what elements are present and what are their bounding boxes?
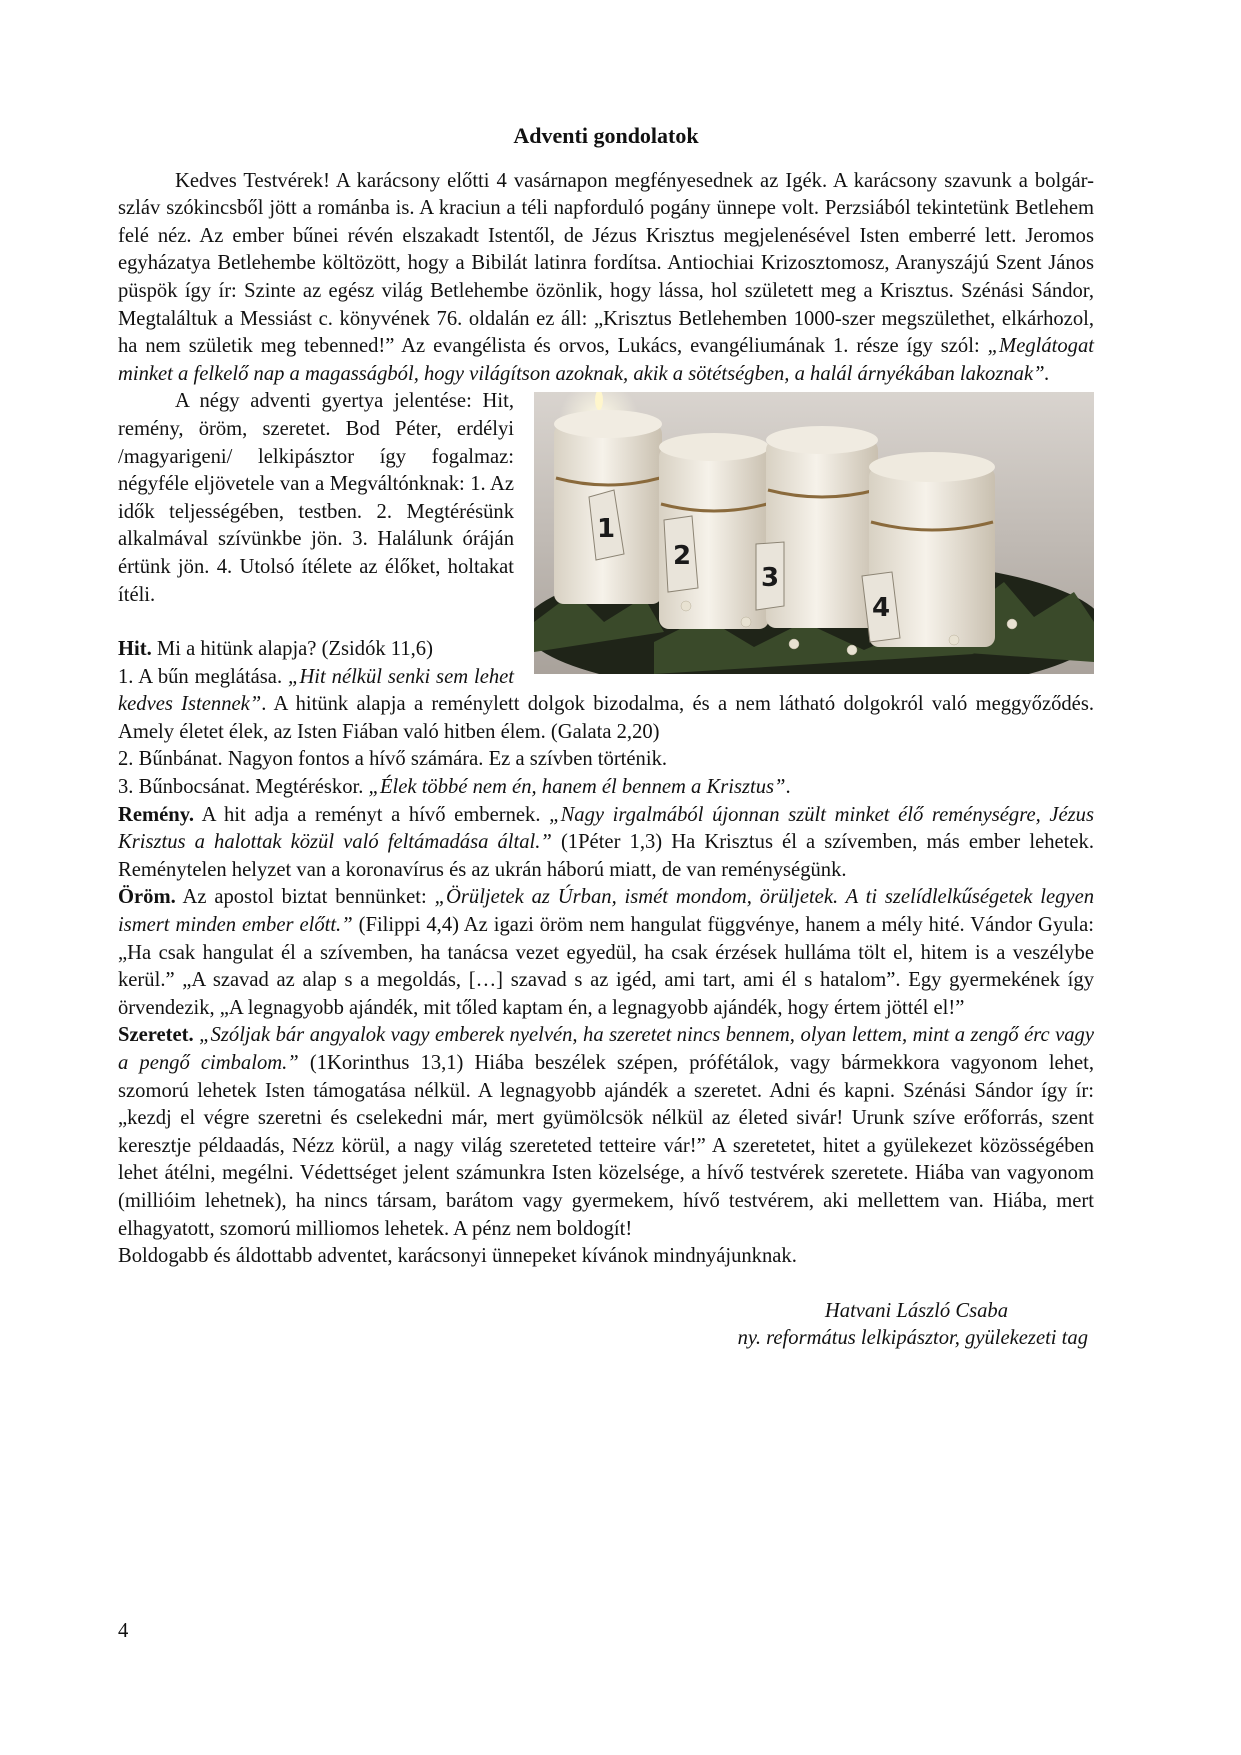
candles-paragraph: A négy adventi gyertya jelentése: Hit, remény, öröm, szeretet. Bod Péter, erdélyi /magyarigeni/ lelkipásztor így fogalmaz: négyféle eljövetele van a Megváltónknak: 1. Az idők teljességében, testben. 2. Megtérésünk alkalmával szívünkbe jön. 3. Halálunk óráján értünk jön. 4. Utolsó ítélete az élőket, holtakat ítéli. bbox=[118, 390, 514, 606]
section-orom bbox=[118, 884, 1094, 1022]
szeretet-label: Szeretet. bbox=[118, 1024, 194, 1047]
hit-item-1 bbox=[118, 664, 1094, 747]
orom-text-b: (Filippi 4,4) Az igazi öröm nem hangulat függvénye, hanem a mély hité. Vándor Gyula: „Ha csak hangulat él a szívemben, ha tanácsa vezet egyedül, ha csak érzések hulláma tölt el, hitem is a veszélybe kerül.” „A szavad az alap s a megoldás, […] szavad s az igéd, ami tart, ami él s hatalom”. Egy gyermekének így örvendezik, „A legnagyobb ajándék, mit tőled kaptam én, a legnagyobb ajándék, hogy értem jöttél el!” bbox=[118, 914, 1094, 1019]
intro-quote: „Meglátogat minket a felkelő nap a magasságból, hogy világítson azoknak, akik a sötétségben, a halál árnyékában lakoznak”. bbox=[118, 335, 1094, 385]
orom-label: Öröm. bbox=[118, 886, 176, 909]
page-number: 4 bbox=[118, 1620, 129, 1642]
orom-quote: „Örüljetek az Úrban, ismét mondom, örüljetek. A ti szelídlelkűségetek legyen ismert minden ember előtt.” bbox=[118, 886, 1095, 937]
remeny-quote: „Nagy irgalmából újonnan szült minket élő reménységre, Jézus Krisztus a halottak közül való feltámadása által.” bbox=[118, 803, 1094, 854]
signature-role: ny. református lelkipásztor, gyülekezeti tag bbox=[737, 1327, 1088, 1350]
advent-candles-photo bbox=[534, 392, 1094, 674]
section-remeny bbox=[118, 802, 1094, 885]
tag-label-1: 1 bbox=[596, 514, 616, 545]
hit-item-3 bbox=[118, 774, 1094, 802]
section-szeretet bbox=[118, 1022, 1094, 1243]
article-title: Adventi gondolatok bbox=[513, 123, 699, 148]
candles-illustration bbox=[534, 392, 1094, 674]
signature-name: Hatvani László Csaba bbox=[824, 1299, 1008, 1322]
tag-label-3: 3 bbox=[760, 563, 780, 594]
hit-item-1-b: . A hitünk alapja a reménylett dolgok bizodalma, és a nem látható dolgokról való meggyőződés. Amely életet élek, az Isten Fiában való hitben élem. (Galata 2,20) bbox=[118, 693, 1094, 743]
number-tag-3 bbox=[756, 542, 784, 610]
article bbox=[118, 118, 1094, 1353]
hit-text: Mi a hitünk alapja? (Zsidók 11,6) bbox=[151, 638, 433, 661]
intro-paragraph bbox=[118, 168, 1094, 389]
remeny-text-a: A hit adja a reményt a hívő embernek. bbox=[194, 803, 550, 826]
hit-item-2: 2. Bűnbánat. Nagyon fontos a hívő számára. Ez a szívben történik. bbox=[118, 748, 668, 771]
tag-label-4: 4 bbox=[871, 593, 891, 624]
signature bbox=[118, 1298, 1094, 1353]
hit-item-1-quote: „Hit nélkül senki sem lehet kedves Istennek” bbox=[118, 665, 514, 716]
remeny-text-b: (1Péter 1,3) Ha Krisztus él a szívemben, más ember lehetek. Reménytelen helyzet van a koronavírus és az ukrán háború miatt, de van reménységünk. bbox=[118, 831, 1094, 881]
tag-label-2: 2 bbox=[672, 541, 692, 572]
hit-item-3-quote: „Élek többé nem én, hanem él bennem a Krisztus” bbox=[368, 776, 786, 799]
hit-item-1-a: 1. A bűn meglátása. bbox=[118, 665, 288, 688]
intro-text: Kedves Testvérek! A karácsony előtti 4 vasárnapon megfényesednek az Igék. A karácsony szavunk a bolgár-szláv szókincsből jött a románba is. A kraciun a téli napforduló pogány ünnepe volt. Perzsiából tekintetünk Betlehem felé néz. Az ember bűnei révén elszakadt Istentől, de Jézus Krisztus megjelenésével Isten emberré lett. Jeromos egyházatya Betlehembe költözött, hogy a Bibilát latinra fordítsa. Antiochiai Krizosztomosz, Aranyszájú Szent János püspök így ír: Szinte az egész világ Betlehembe özönlik, hogy lássa, hol született meg a Krisztus. Szénási Sándor, Megtaláltuk a Messiást c. könyvének 76. oldalán ez áll: „Krisztus Betlehemben 1000-szer megszülethet, elkárhozol, ha nem születik meg tebenned!” Az evangélista és orvos, Lukács, evangéliumának 1. része így szól: bbox=[118, 169, 1094, 358]
szeretet-quote: „Szóljak bár angyalok vagy emberek nyelvén, ha szeretet nincs bennem, olyan lettem, mint a zengő érc vagy a pengő cimbalom.” bbox=[118, 1024, 1094, 1074]
hit-label: Hit. bbox=[118, 638, 152, 661]
remeny-label: Remény. bbox=[118, 803, 195, 826]
szeretet-text: (1Korinthus 13,1) Hiába beszélek szépen, prófétálok, vagy bármekkora vagyonom lehet, szomorú lehetek Isten támogatása nélkül. A legnagyobb ajándék a szeretet. Adni és kapni. Szénási Sándor így ír: „kezdj el végre szeretni és cselekedni már, mert gyümölcsök nélkül az életed sivár! Urunk szíve erőforrás, szent keresztje példaadás, Nézz körül, a nagy világ szereteted tetteire vár!” A szeretetet, hitet a gyülekezet közösségében lehet átélni, megélni. Védettséget jelent számunkra Isten közelsége, a hívő testvérek szeretete. Hiába van vagyonom (millióim lehetnek), ha nincs társam, barátom vagy gyermekem, hívő testvérem, aki mellettem van. Hiába, mert elhagyatott, szomorú milliomos lehetek. A pénz nem boldogít! bbox=[118, 1052, 1094, 1240]
hit-item-3-b: . bbox=[785, 776, 791, 799]
number-tag-2 bbox=[664, 516, 698, 592]
closing-line: Boldogabb és áldottabb adventet, karácsonyi ünnepeket kívánok mindnyájunknak. bbox=[118, 1245, 797, 1268]
orom-text-a: Az apostol biztat bennünket: bbox=[175, 886, 435, 909]
hit-item-3-a: 3. Bűnbocsánat. Megtéréskor. bbox=[118, 776, 369, 799]
